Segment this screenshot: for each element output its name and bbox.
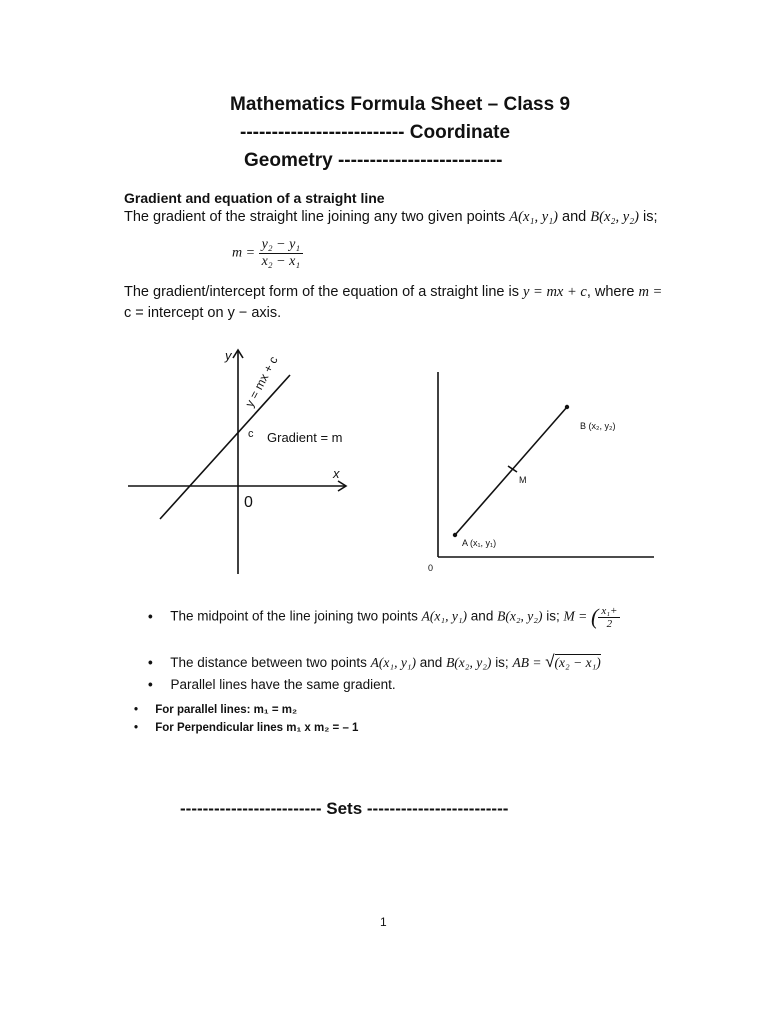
page-subtitle-line1: -------------------------- Coordinate — [240, 122, 511, 143]
point-b: B(x₂, y₂) — [590, 209, 639, 225]
origin-label: 0 — [244, 494, 253, 511]
distance-point-a: A(x₁, y₁) — [370, 655, 416, 670]
point-b-dot — [565, 405, 569, 409]
bullet-distance: • The distance between two points A(x₁, y₁) and B(x₂, y₂) is; AB = √(x₂ − x₁) — [148, 652, 601, 671]
midpoint-label: M — [519, 475, 527, 485]
fraction-numerator: y₂ − y₁ — [259, 237, 304, 254]
gradient-label: Gradient = m — [267, 430, 343, 445]
bullet-perpendicular-formula: • For Perpendicular lines m₁ x m₂ = – 1 — [134, 722, 359, 734]
sets-heading: ------------------------- Sets ------------------------- — [180, 799, 509, 818]
where-m: m = — [638, 284, 663, 300]
page-title: Mathematics Formula Sheet – Class 9 — [230, 94, 571, 115]
where-text: , where — [586, 284, 635, 300]
point-a-label: A (x₁, y₁) — [462, 538, 497, 548]
bullet-parallel: • Parallel lines have the same gradient. — [148, 677, 396, 692]
parallel-text: Parallel lines have the same gradient. — [170, 677, 396, 692]
segment-ab — [455, 407, 567, 535]
midpoint-equation: M = — [563, 608, 588, 624]
distance-root: (x₂ − x₁) — [554, 655, 601, 670]
page-subtitle-line2: Geometry -------------------------- — [244, 150, 503, 171]
page-number: 1 — [380, 915, 387, 929]
graph2-origin-label: 0 — [428, 563, 434, 573]
distance-point-b: B(x₂, y₂) — [446, 655, 492, 670]
gradient-intro-text: The gradient of the straight line joining any two given points — [124, 209, 506, 225]
midpoint-point-b: B(x₂, y₂) — [497, 608, 543, 624]
form-equation: y = mx + c — [522, 284, 587, 300]
distance-equation: AB = — [512, 655, 542, 670]
form-text: The gradient/intercept form of the equation of a straight line is — [124, 284, 519, 300]
midpoint-is: is; — [546, 608, 560, 624]
midpoint-fraction-numerator: x₁+ — [598, 605, 620, 618]
bullet-midpoint: • The midpoint of the line joining two points A(x₁, y₁) and B(x₂, y₂) is; M = ( $\frac{\text{x₁+}}{2}$ — [148, 604, 620, 630]
x-axis-label: x — [333, 466, 340, 481]
distance-is: is; — [495, 655, 509, 670]
midpoint-fraction-denominator: 2 — [606, 617, 613, 630]
fraction-denominator: x₂ − x₁ — [261, 254, 301, 269]
point-a: A(x₁, y₁) — [509, 209, 559, 225]
m-equals: m = — [232, 245, 256, 261]
point-b-label: B (x₂, y₂) — [580, 421, 616, 431]
perpendicular-formula: For Perpendicular lines m₁ x m₂ = – 1 — [155, 722, 359, 734]
distance-text: The distance between two points — [170, 655, 367, 670]
line-equation-label: y = mx + c — [242, 353, 281, 410]
midpoint-point-a: A(x₁, y₁) — [421, 608, 468, 624]
bullet-parallel-formula: • For parallel lines: m₁ = m₂ — [134, 704, 298, 716]
y-axis-label: y — [225, 348, 232, 363]
distance-and: and — [419, 655, 443, 670]
intercept-definition: c = intercept on y − axis. — [124, 305, 282, 321]
midpoint-text: The midpoint of the line joining two points — [170, 608, 418, 624]
is-text: is; — [643, 209, 658, 225]
section-heading: Gradient and equation of a straight line — [124, 190, 385, 206]
point-a-dot — [453, 533, 457, 537]
midpoint-fraction — [598, 605, 620, 630]
midpoint-and: and — [470, 608, 494, 624]
parallel-formula: For parallel lines: m₁ = m₂ — [155, 704, 298, 716]
and-text: and — [562, 209, 587, 225]
intercept-label: c — [248, 428, 254, 440]
